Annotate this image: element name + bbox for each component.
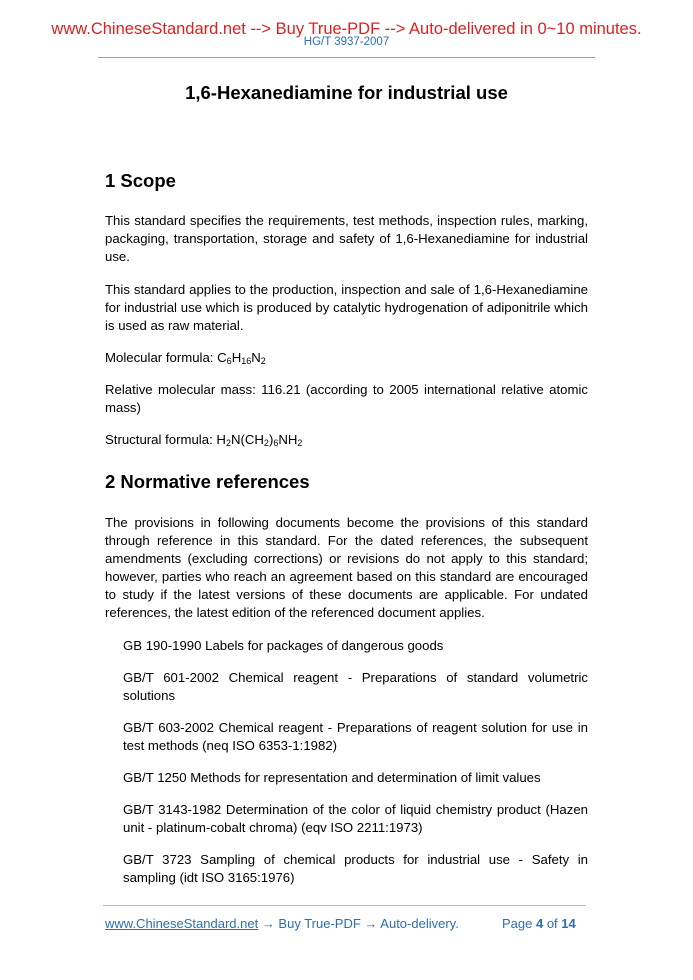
molecular-formula-label: Molecular formula: <box>105 350 218 365</box>
reference-item: GB 190-1990 Labels for packages of dangerous goods <box>123 638 444 653</box>
formula-subscript: 2 <box>297 438 303 448</box>
page-current: 4 <box>535 916 544 931</box>
reference-item: GB/T 603-2002 Chemical reagent - Preparations of reagent solution for use in test methods (neq ISO 6353-1:1982) <box>123 720 588 753</box>
footer-site-link[interactable]: www.ChineseStandard.net <box>105 916 259 931</box>
reference-item: GB/T 3143-1982 Determination of the color of liquid chemistry product (Hazen unit - platinum-cobalt chroma) (eqv ISO 2211:1973) <box>123 802 588 835</box>
formula-subscript: 2 <box>225 438 231 448</box>
scope-paragraph-1: This standard specifies the requirements, test methods, inspection rules, marking, packaging, transportation, storage and safety of 1,6-Hexanediamine for industrial use. <box>105 213 588 264</box>
section-heading-scope: 1 Scope <box>105 170 176 191</box>
formula-part: N(CH <box>230 432 264 447</box>
scope-paragraph-2: This standard applies to the production, inspection and sale of 1,6-Hexanediamine for industrial use which is produced by catalytic hydrogenation of adiponitrile which is used as raw material. <box>105 282 588 333</box>
reference-item: GB/T 1250 Methods for representation and determination of limit values <box>123 770 541 785</box>
structural-formula <box>105 431 588 449</box>
formula-part: C <box>217 350 227 365</box>
page-indicator <box>502 916 576 931</box>
standard-code: HG/T 3937-2007 <box>303 36 390 48</box>
molecular-formula <box>105 349 588 367</box>
page-total: 14 <box>561 916 576 931</box>
footer-promo <box>105 916 459 931</box>
page-of: of <box>543 916 562 931</box>
formula-subscript: 2 <box>263 438 269 448</box>
page-label: Page <box>502 916 536 931</box>
formula-subscript: 6 <box>226 356 232 366</box>
header-divider <box>98 57 595 58</box>
structural-formula-label: Structural formula: <box>105 432 217 447</box>
formula-part: H <box>216 432 226 447</box>
formula-subscript: 16 <box>241 356 252 366</box>
section-heading-normative-references: 2 Normative references <box>105 471 310 492</box>
document-title: 1,6-Hexanediamine for industrial use <box>185 82 508 103</box>
formula-subscript: 2 <box>260 356 266 366</box>
reference-item: GB/T 3723 Sampling of chemical products for industrial use - Safety in sampling (idt ISO 3165:1976) <box>123 852 588 885</box>
formula-part: N <box>251 350 261 365</box>
formula-part: H <box>231 350 242 365</box>
reference-item: GB/T 601-2002 Chemical reagent - Preparations of standard volumetric solutions <box>123 670 588 703</box>
footer-promo-text: → Buy True-PDF → Auto-delivery. <box>258 916 459 931</box>
formula-part: NH <box>278 432 298 447</box>
formula-part: ) <box>268 432 274 447</box>
normative-references-intro: The provisions in following documents become the provisions of this standard through reference in this standard. For the dated references, the subsequent amendments (excluding corrections) or revisions do not apply to this standard; however, parties who reach an agreement based on this standard are encouraged to study if the latest versions of these documents are applicable. For undated references, the latest edition of the referenced document applies. <box>105 515 588 620</box>
promo-banner: www.ChineseStandard.net --> Buy True-PDF --> Auto-delivered in 0~10 minutes. <box>51 20 642 38</box>
formula-subscript: 6 <box>273 438 279 448</box>
footer-divider <box>103 905 586 906</box>
relative-molecular-mass: Relative molecular mass: 116.21 (according to 2005 international relative atomic mass) <box>105 382 588 415</box>
